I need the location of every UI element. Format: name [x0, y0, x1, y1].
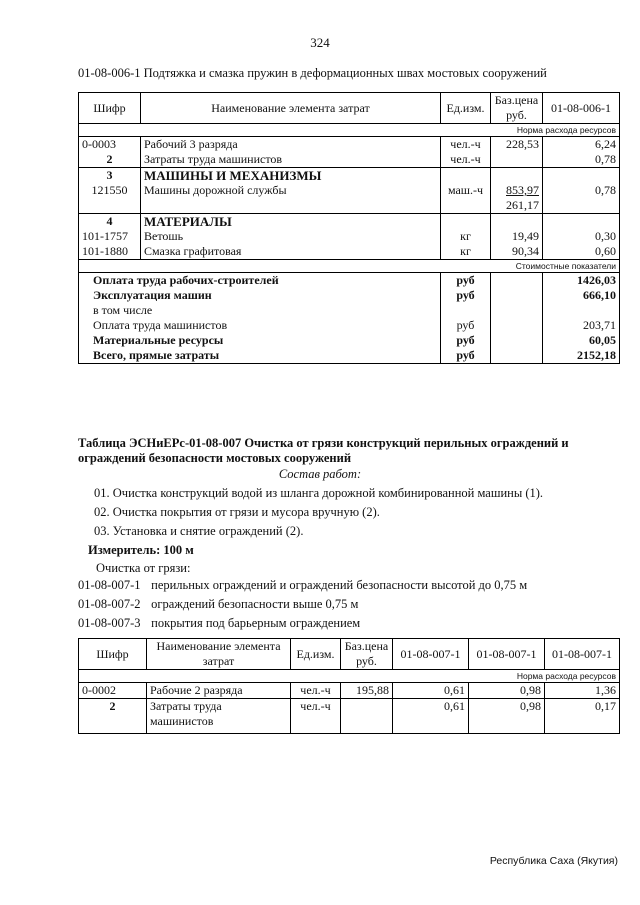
cost-unit: руб [441, 288, 491, 303]
header-col-2: 01-08-007-1 [469, 639, 545, 670]
row-unit: чел.-ч [441, 137, 491, 153]
row-price [491, 183, 543, 214]
row-unit: чел.-ч [291, 683, 341, 699]
header-name: Наименование элемента затрат [141, 93, 441, 124]
table-row [79, 244, 620, 260]
header-name: Наименование элемента затрат [147, 639, 291, 670]
resource-table-2 [78, 638, 620, 734]
row-name: Ветошь [141, 229, 441, 244]
row-name: Рабочий 3 разряда [141, 137, 441, 153]
header-col-1: 01-08-007-1 [393, 639, 469, 670]
cost-name: Материальные ресурсы [79, 333, 441, 348]
cost-name: в том числе [79, 303, 441, 318]
norm-item [78, 597, 358, 612]
cost-row [79, 348, 620, 364]
cost-value: 60,05 [543, 333, 620, 348]
table-row [79, 183, 620, 214]
cost-unit: руб [441, 348, 491, 364]
row-unit: чел.-ч [441, 152, 491, 168]
header-col: 01-08-006-1 [543, 93, 620, 124]
row-value: 0,30 [543, 229, 620, 244]
row-value: 0,60 [543, 244, 620, 260]
row-name: Машины дорожной службы [141, 183, 441, 214]
section-num: 3 [79, 168, 141, 184]
header-unit: Ед.изм. [291, 639, 341, 670]
cost-name: Эксплуатация машин [79, 288, 441, 303]
row-value-3: 0,17 [545, 699, 620, 734]
norm-row [79, 670, 620, 683]
cost-row [79, 318, 620, 333]
cost-row [79, 288, 620, 303]
row-value-1: 0,61 [393, 699, 469, 734]
cleaning-label: Очистка от грязи: [96, 561, 191, 575]
row-value-3: 1,36 [545, 683, 620, 699]
row-price: 228,53 [491, 137, 543, 153]
cost-unit: руб [441, 318, 491, 333]
header-unit: Ед.изм. [441, 93, 491, 124]
norm-item [78, 578, 527, 593]
row-name: Смазка графитовая [141, 244, 441, 260]
cost-label: Стоимостные показатели [79, 260, 620, 273]
row-price: 195,88 [341, 683, 393, 699]
row-code: 0-0003 [79, 137, 141, 153]
cost-unit: руб [441, 273, 491, 289]
cost-value: 666,10 [543, 288, 620, 303]
measure: Измеритель: 100 м [88, 543, 194, 557]
header-col-3: 01-08-007-1 [545, 639, 620, 670]
section-row-materials [79, 214, 620, 230]
row-name: Рабочие 2 разряда [147, 683, 291, 699]
header-price: Баз.цена руб. [341, 639, 393, 670]
row-name: Затраты труда машинистов [141, 152, 441, 168]
cost-name: Всего, прямые затраты [79, 348, 441, 364]
row-code: 2 [79, 699, 147, 734]
table-header-row [79, 93, 620, 124]
cost-value [543, 303, 620, 318]
row-price: 19,49 [491, 229, 543, 244]
section-title: МАТЕРИАЛЫ [141, 214, 441, 230]
header-code: Шифр [79, 639, 147, 670]
work-item: 03. Установка и снятие ограждений (2). [94, 524, 304, 538]
works-label: Состав работ: [278, 467, 362, 481]
section-num: 4 [79, 214, 141, 230]
norm-label: Норма расхода ресурсов [79, 124, 620, 137]
row-value: 0,78 [543, 152, 620, 168]
work-item: 02. Очистка покрытия от грязи и мусора вручную (2). [94, 505, 380, 519]
norm-item [78, 616, 360, 631]
cost-name: Оплата труда машинистов [79, 318, 441, 333]
section1-header: 01-08-006-1 Подтяжка и смазка пружин в деформационных швах мостовых сооружений [78, 66, 547, 80]
cost-value: 203,71 [543, 318, 620, 333]
row-code: 101-1880 [79, 244, 141, 260]
row-unit: маш.-ч [441, 183, 491, 214]
table-row [79, 229, 620, 244]
row-value: 6,24 [543, 137, 620, 153]
row-price [491, 152, 543, 168]
table-row [79, 137, 620, 153]
work-item: 01. Очистка конструкций водой из шланга дорожной комбинированной машины (1). [94, 486, 544, 500]
cost-name: Оплата труда рабочих-строителей [79, 273, 441, 289]
cost-unit [441, 303, 491, 318]
row-unit: кг [441, 229, 491, 244]
row-value-2: 0,98 [469, 699, 545, 734]
section2-title: Таблица ЭСНиЕРс-01-08-007 Очистка от грязи конструкций перильных ограждений и ограждений безопасности мостовых сооружений [78, 436, 569, 465]
cost-row [79, 273, 620, 289]
section-title: МАШИНЫ И МЕХАНИЗМЫ [141, 168, 441, 184]
norm-item-code: 01-08-007-3 [78, 616, 141, 630]
header-price: Баз.цена руб. [491, 93, 543, 124]
header-code: Шифр [79, 93, 141, 124]
resource-table-1 [78, 92, 620, 364]
row-code: 0-0002 [79, 683, 147, 699]
norm-item-code: 01-08-007-1 [78, 578, 141, 592]
table-header-row [79, 639, 620, 670]
row-unit: кг [441, 244, 491, 260]
row-code: 121550 [79, 183, 141, 214]
row-code: 101-1757 [79, 229, 141, 244]
norm-item-text: покрытия под барьерным ограждением [151, 616, 361, 630]
row-value-2: 0,98 [469, 683, 545, 699]
norm-row [79, 124, 620, 137]
table-row [79, 683, 620, 699]
row-value: 0,78 [543, 183, 620, 214]
table-row [79, 699, 620, 734]
cost-label-row [79, 260, 620, 273]
row-value-1: 0,61 [393, 683, 469, 699]
row-code: 2 [79, 152, 141, 168]
cost-value: 1426,03 [543, 273, 620, 289]
cost-value: 2152,18 [543, 348, 620, 364]
row-unit: чел.-ч [291, 699, 341, 734]
page-number: 324 [310, 35, 330, 50]
footer-region: Республика Саха (Якутия) [489, 855, 618, 867]
cost-row [79, 303, 620, 318]
norm-item-code: 01-08-007-2 [78, 597, 141, 611]
cost-unit: руб [441, 333, 491, 348]
section-row-machines [79, 168, 620, 184]
table-row [79, 152, 620, 168]
norm-item-text: ограждений безопасности выше 0,75 м [151, 597, 359, 611]
cost-row [79, 333, 620, 348]
row-price [341, 699, 393, 734]
price-a: 853,97 [506, 183, 539, 197]
norm-label: Норма расхода ресурсов [79, 670, 620, 683]
price-b: 261,17 [506, 198, 539, 212]
row-name: Затраты труда машинистов [147, 699, 291, 734]
norm-item-text: перильных ограждений и ограждений безопасности высотой до 0,75 м [151, 578, 528, 592]
row-price: 90,34 [491, 244, 543, 260]
